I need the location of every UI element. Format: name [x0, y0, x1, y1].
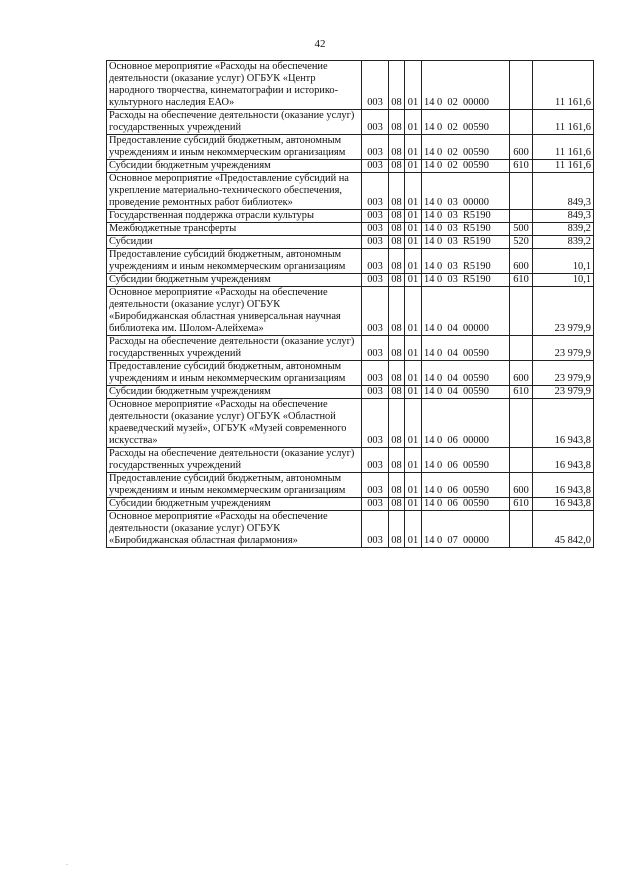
row-name-cell: Межбюджетные трансферты — [107, 223, 362, 236]
ministry-code-cell: 003 — [362, 399, 389, 448]
table-row — [107, 223, 594, 236]
section-code-cell: 08 — [389, 336, 405, 361]
ministry-code-cell: 003 — [362, 361, 389, 386]
section-code-cell: 08 — [389, 448, 405, 473]
subsection-code-cell: 01 — [405, 336, 422, 361]
row-name-cell: Расходы на обеспечение деятельности (оказание услуг) государственных учреждений — [107, 448, 362, 473]
ministry-code-cell: 003 — [362, 160, 389, 173]
expense-type-cell — [510, 110, 533, 135]
subsection-code-cell: 01 — [405, 498, 422, 511]
subsection-code-cell: 01 — [405, 173, 422, 210]
expense-type-cell: 610 — [510, 386, 533, 399]
expense-type-cell: 600 — [510, 249, 533, 274]
expense-type-cell: 520 — [510, 236, 533, 249]
row-name-cell: Основное мероприятие «Расходы на обеспечение деятельности (оказание услуг) ОГБУК «Биробиджанская областная филармония» — [107, 511, 362, 548]
subsection-code-cell: 01 — [405, 274, 422, 287]
section-code-cell: 08 — [389, 274, 405, 287]
target-article-cell: 14 0 06 00590 — [422, 448, 510, 473]
section-code-cell: 08 — [389, 399, 405, 448]
table-row — [107, 61, 594, 110]
subsection-code-cell: 01 — [405, 61, 422, 110]
expense-type-cell — [510, 511, 533, 548]
amount-cell: 849,3 — [533, 173, 594, 210]
row-name-cell: Основное мероприятие «Расходы на обеспечение деятельности (оказание услуг) ОГБУК «Биробиджанская областная универсальная научная библиотека им. Шолом-Алейхема» — [107, 287, 362, 336]
amount-cell: 10,1 — [533, 274, 594, 287]
amount-cell: 839,2 — [533, 223, 594, 236]
table-row — [107, 336, 594, 361]
amount-cell: 10,1 — [533, 249, 594, 274]
target-article-cell: 14 0 02 00590 — [422, 110, 510, 135]
section-code-cell: 08 — [389, 160, 405, 173]
target-article-cell: 14 0 04 00590 — [422, 336, 510, 361]
row-name-cell: Основное мероприятие «Предоставление субсидий на укрепление материально-технического обеспечения, проведение ремонтных работ библиотек» — [107, 173, 362, 210]
row-name-cell: Субсидии бюджетным учреждениям — [107, 386, 362, 399]
ministry-code-cell: 003 — [362, 511, 389, 548]
expense-type-cell — [510, 61, 533, 110]
amount-cell: 23 979,9 — [533, 336, 594, 361]
ministry-code-cell: 003 — [362, 110, 389, 135]
subsection-code-cell: 01 — [405, 249, 422, 274]
amount-cell: 16 943,8 — [533, 448, 594, 473]
expense-type-cell — [510, 287, 533, 336]
amount-cell: 16 943,8 — [533, 473, 594, 498]
ministry-code-cell: 003 — [362, 498, 389, 511]
amount-cell: 23 979,9 — [533, 287, 594, 336]
subsection-code-cell: 01 — [405, 448, 422, 473]
expense-type-cell — [510, 336, 533, 361]
expense-type-cell: 600 — [510, 473, 533, 498]
section-code-cell: 08 — [389, 61, 405, 110]
amount-cell: 11 161,6 — [533, 135, 594, 160]
ministry-code-cell: 003 — [362, 448, 389, 473]
ministry-code-cell: 003 — [362, 236, 389, 249]
expense-type-cell: 500 — [510, 223, 533, 236]
ministry-code-cell: 003 — [362, 210, 389, 223]
expense-type-cell — [510, 448, 533, 473]
table-row — [107, 249, 594, 274]
amount-cell: 11 161,6 — [533, 61, 594, 110]
target-article-cell: 14 0 06 00000 — [422, 399, 510, 448]
subsection-code-cell: 01 — [405, 287, 422, 336]
target-article-cell: 14 0 03 R5190 — [422, 249, 510, 274]
subsection-code-cell: 01 — [405, 511, 422, 548]
amount-cell: 16 943,8 — [533, 399, 594, 448]
target-article-cell: 14 0 02 00590 — [422, 160, 510, 173]
table-row — [107, 173, 594, 210]
target-article-cell: 14 0 03 R5190 — [422, 210, 510, 223]
section-code-cell: 08 — [389, 110, 405, 135]
subsection-code-cell: 01 — [405, 135, 422, 160]
section-code-cell: 08 — [389, 498, 405, 511]
table-row — [107, 287, 594, 336]
ministry-code-cell: 003 — [362, 249, 389, 274]
subsection-code-cell: 01 — [405, 473, 422, 498]
row-name-cell: Предоставление субсидий бюджетным, автономным учреждениям и иным некоммерческим организациям — [107, 473, 362, 498]
subsection-code-cell: 01 — [405, 386, 422, 399]
target-article-cell: 14 0 06 00590 — [422, 498, 510, 511]
expense-type-cell — [510, 210, 533, 223]
row-name-cell: Предоставление субсидий бюджетным, автономным учреждениям и иным некоммерческим организациям — [107, 361, 362, 386]
ministry-code-cell: 003 — [362, 135, 389, 160]
amount-cell: 23 979,9 — [533, 386, 594, 399]
row-name-cell: Субсидии бюджетным учреждениям — [107, 160, 362, 173]
table-row — [107, 110, 594, 135]
target-article-cell: 14 0 04 00590 — [422, 386, 510, 399]
subsection-code-cell: 01 — [405, 210, 422, 223]
section-code-cell: 08 — [389, 386, 405, 399]
target-article-cell: 14 0 06 00590 — [422, 473, 510, 498]
expense-type-cell: 600 — [510, 361, 533, 386]
target-article-cell: 14 0 04 00000 — [422, 287, 510, 336]
target-article-cell: 14 0 02 00000 — [422, 61, 510, 110]
subsection-code-cell: 01 — [405, 160, 422, 173]
subsection-code-cell: 01 — [405, 236, 422, 249]
section-code-cell: 08 — [389, 287, 405, 336]
section-code-cell: 08 — [389, 210, 405, 223]
amount-cell: 11 161,6 — [533, 160, 594, 173]
amount-cell: 11 161,6 — [533, 110, 594, 135]
page-number: 42 — [314, 38, 326, 50]
table-row — [107, 498, 594, 511]
target-article-cell: 14 0 02 00590 — [422, 135, 510, 160]
table-row — [107, 386, 594, 399]
ministry-code-cell: 003 — [362, 61, 389, 110]
subsection-code-cell: 01 — [405, 110, 422, 135]
target-article-cell: 14 0 03 R5190 — [422, 236, 510, 249]
amount-cell: 16 943,8 — [533, 498, 594, 511]
amount-cell: 45 842,0 — [533, 511, 594, 548]
amount-cell: 839,2 — [533, 236, 594, 249]
table-row — [107, 274, 594, 287]
row-name-cell: Субсидии бюджетным учреждениям — [107, 498, 362, 511]
table-row — [107, 236, 594, 249]
section-code-cell: 08 — [389, 223, 405, 236]
expense-type-cell: 600 — [510, 135, 533, 160]
target-article-cell: 14 0 04 00590 — [422, 361, 510, 386]
section-code-cell: 08 — [389, 473, 405, 498]
ministry-code-cell: 003 — [362, 173, 389, 210]
row-name-cell: Предоставление субсидий бюджетным, автономным учреждениям и иным некоммерческим организациям — [107, 135, 362, 160]
target-article-cell: 14 0 07 00000 — [422, 511, 510, 548]
expense-type-cell — [510, 173, 533, 210]
target-article-cell: 14 0 03 R5190 — [422, 274, 510, 287]
budget-table — [106, 60, 594, 548]
table-row — [107, 135, 594, 160]
table-row — [107, 399, 594, 448]
ministry-code-cell: 003 — [362, 223, 389, 236]
table-row — [107, 160, 594, 173]
target-article-cell: 14 0 03 R5190 — [422, 223, 510, 236]
section-code-cell: 08 — [389, 361, 405, 386]
table-row — [107, 361, 594, 386]
row-name-cell: Государственная поддержка отрасли культуры — [107, 210, 362, 223]
table-row — [107, 210, 594, 223]
row-name-cell: Расходы на обеспечение деятельности (оказание услуг) государственных учреждений — [107, 336, 362, 361]
subsection-code-cell: 01 — [405, 223, 422, 236]
amount-cell: 23 979,9 — [533, 361, 594, 386]
section-code-cell: 08 — [389, 511, 405, 548]
expense-type-cell — [510, 399, 533, 448]
row-name-cell: Субсидии — [107, 236, 362, 249]
target-article-cell: 14 0 03 00000 — [422, 173, 510, 210]
section-code-cell: 08 — [389, 173, 405, 210]
table-row — [107, 473, 594, 498]
subsection-code-cell: 01 — [405, 399, 422, 448]
section-code-cell: 08 — [389, 236, 405, 249]
row-name-cell: Расходы на обеспечение деятельности (оказание услуг) государственных учреждений — [107, 110, 362, 135]
ministry-code-cell: 003 — [362, 336, 389, 361]
expense-type-cell: 610 — [510, 498, 533, 511]
amount-cell: 849,3 — [533, 210, 594, 223]
section-code-cell: 08 — [389, 135, 405, 160]
row-name-cell: Субсидии бюджетным учреждениям — [107, 274, 362, 287]
ministry-code-cell: 003 — [362, 473, 389, 498]
row-name-cell: Предоставление субсидий бюджетным, автономным учреждениям и иным некоммерческим организациям — [107, 249, 362, 274]
table-row — [107, 511, 594, 548]
expense-type-cell: 610 — [510, 274, 533, 287]
table-row — [107, 448, 594, 473]
ministry-code-cell: 003 — [362, 386, 389, 399]
row-name-cell: Основное мероприятие «Расходы на обеспечение деятельности (оказание услуг) ОГБУК «Областной краеведческий музей», ОГБУК «Музей современного искусства» — [107, 399, 362, 448]
ministry-code-cell: 003 — [362, 274, 389, 287]
budget-table-body — [107, 61, 594, 548]
scan-mark: . — [66, 858, 68, 867]
row-name-cell: Основное мероприятие «Расходы на обеспечение деятельности (оказание услуг) ОГБУК «Центр народного творчества, кинематографии и историко-культурного наследия ЕАО» — [107, 61, 362, 110]
subsection-code-cell: 01 — [405, 361, 422, 386]
expense-type-cell: 610 — [510, 160, 533, 173]
section-code-cell: 08 — [389, 249, 405, 274]
ministry-code-cell: 003 — [362, 287, 389, 336]
